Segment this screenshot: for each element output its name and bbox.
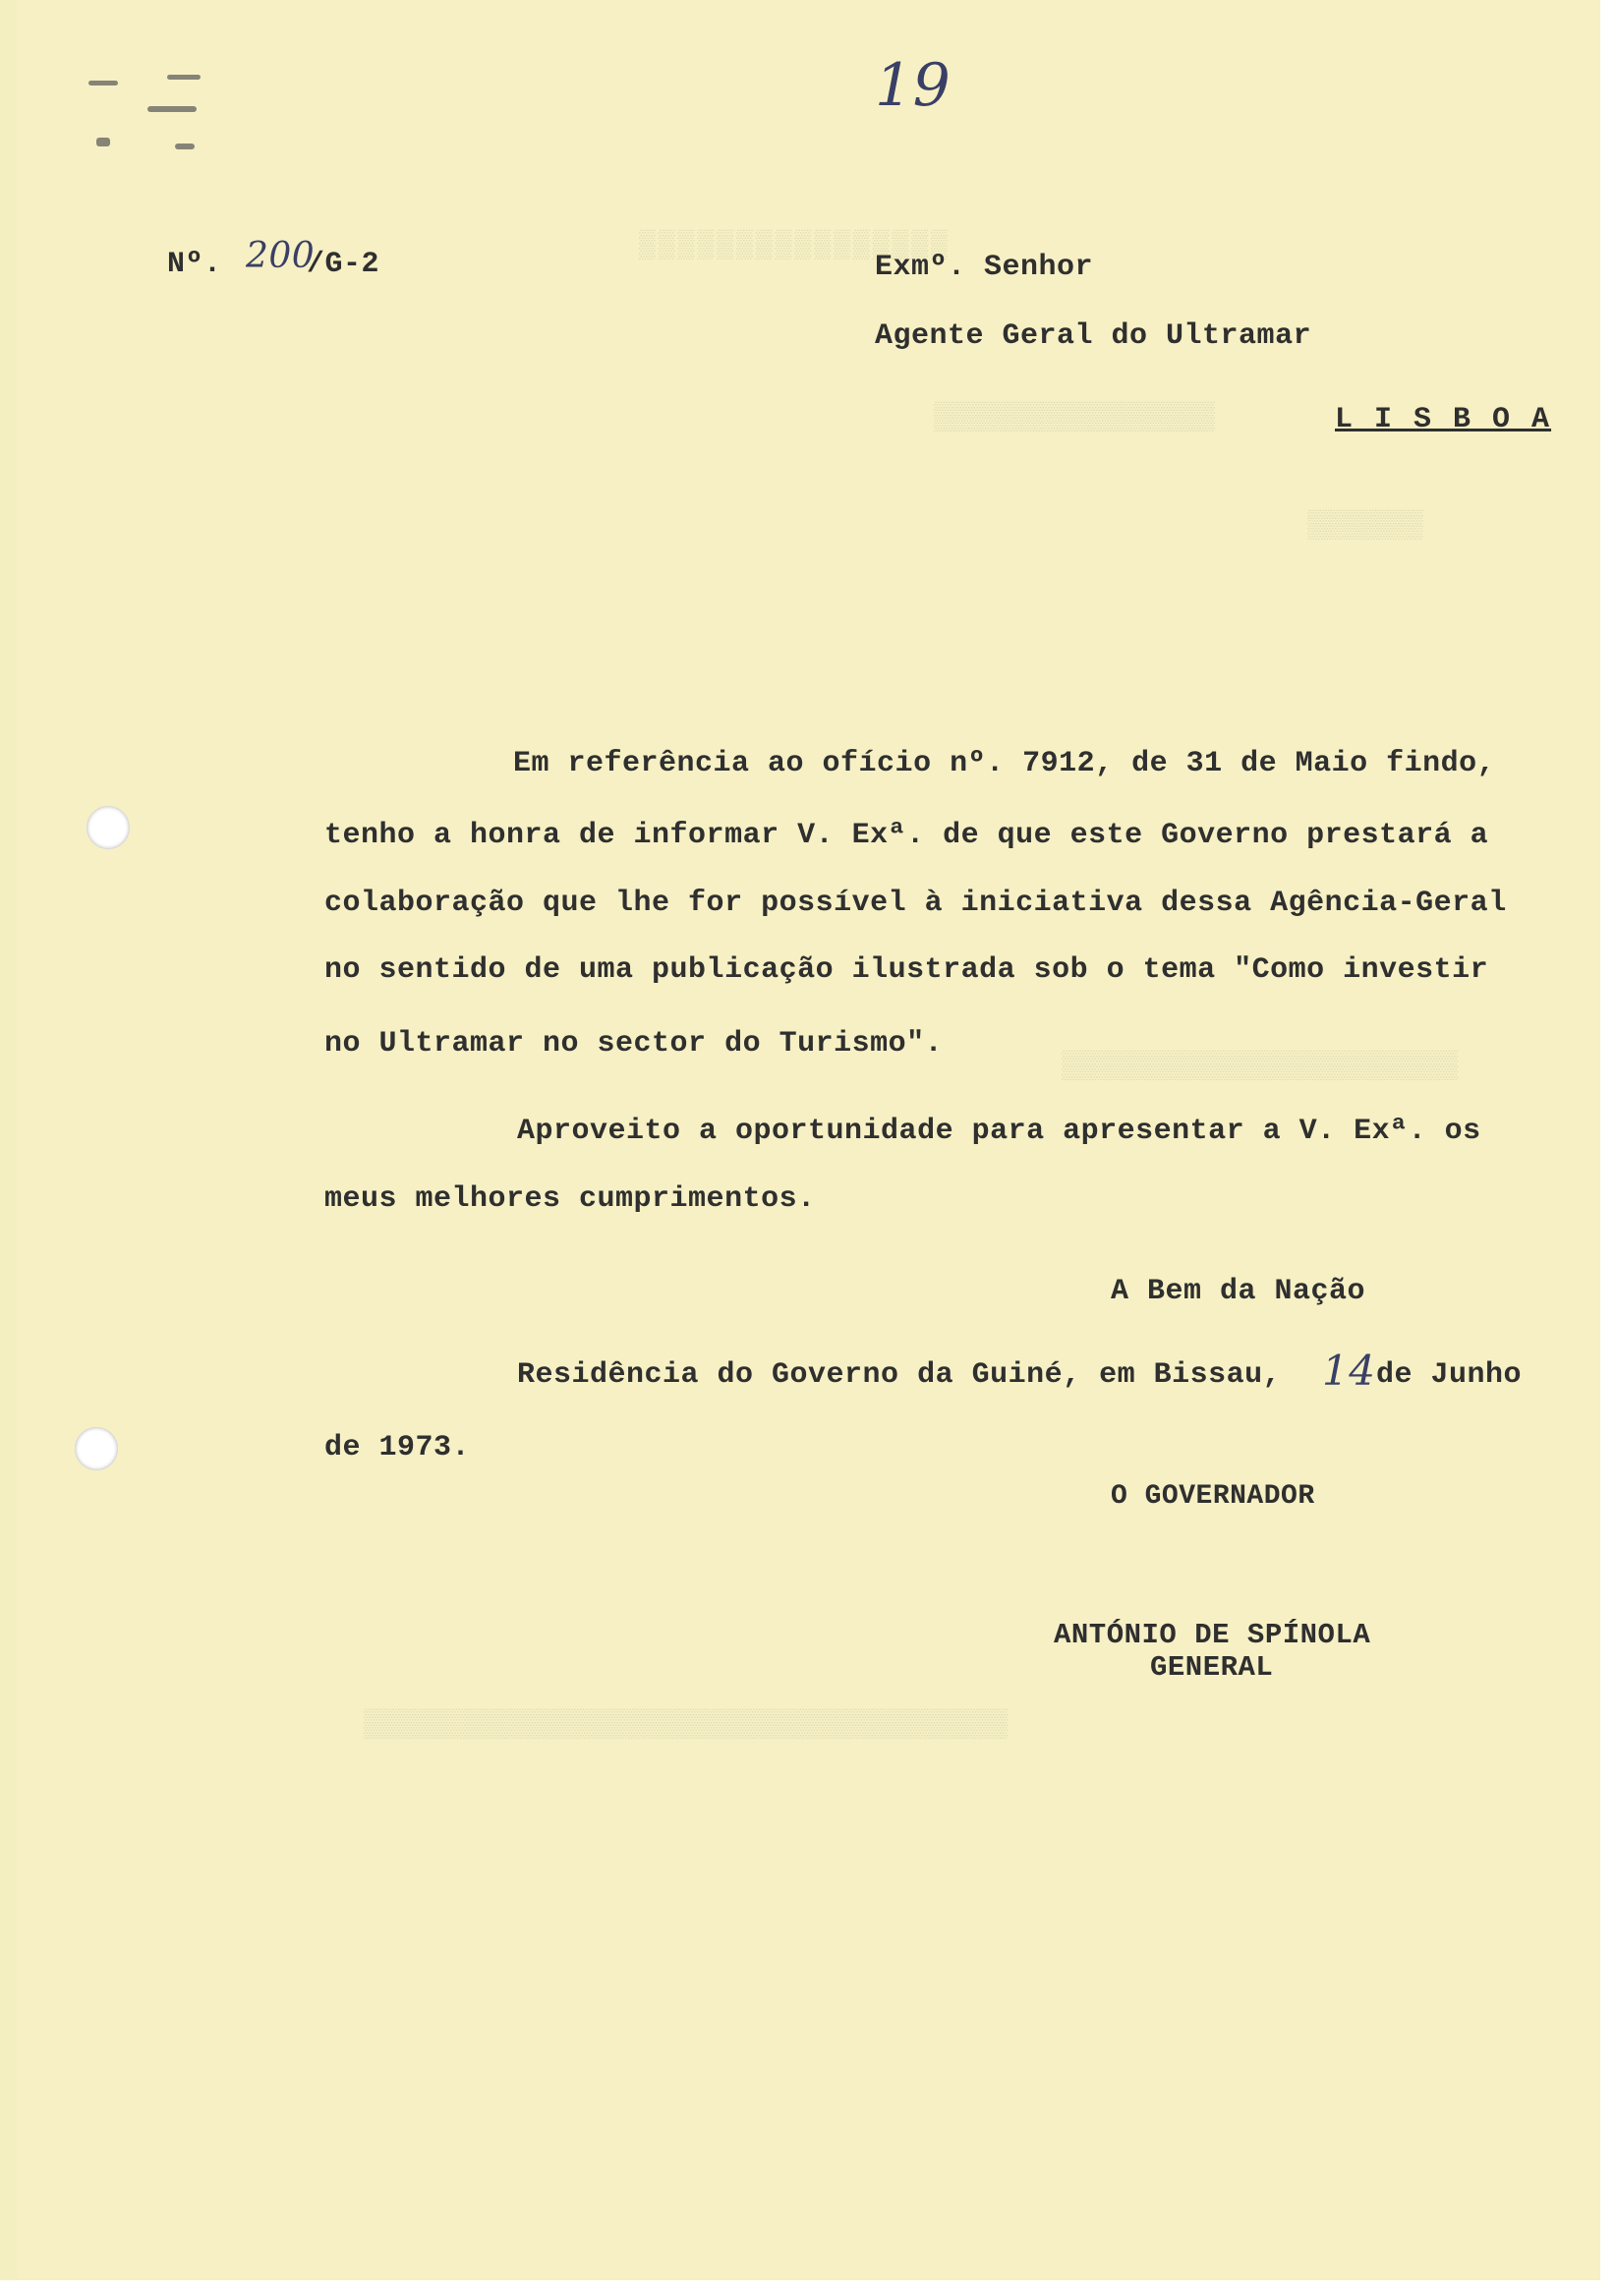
- paragraph1-line2: tenho a honra de informar V. Exª. de que este Governo prestará a: [324, 819, 1489, 852]
- punch-hole: [87, 806, 130, 849]
- closing-title: O GOVERNADOR: [1111, 1481, 1315, 1512]
- place-date-prefix: Residência do Governo da Guiné, em Bissau,: [517, 1358, 1282, 1392]
- place-date-suffix: de Junho: [1376, 1358, 1523, 1392]
- paragraph2-line1: Aproveito a oportunidade para apresentar a V. Exª. os: [517, 1115, 1481, 1148]
- ink-smudge: [96, 138, 110, 146]
- addressee: Agente Geral do Ultramar: [875, 319, 1312, 353]
- page-number: 19: [875, 51, 952, 120]
- show-through-text: ▒▒▒▒▒▒▒▒▒▒▒▒▒▒▒▒: [639, 231, 951, 261]
- salutation: Exmº. Senhor: [875, 251, 1094, 284]
- scan-edge-right: [1600, 0, 1615, 2296]
- show-through-text: ▒▒▒▒▒▒▒: [1307, 511, 1423, 542]
- reference-label: Nº.: [167, 248, 222, 281]
- punch-hole: [75, 1427, 118, 1470]
- scan-edge-bottom: [0, 2280, 1615, 2296]
- ink-smudge: [175, 144, 195, 149]
- motto: A Bem da Nação: [1111, 1275, 1366, 1308]
- show-through-text: ▒▒▒▒▒▒▒▒▒▒▒▒▒▒▒▒▒▒▒▒▒▒▒▒▒▒▒▒▒▒▒▒▒▒▒▒▒▒▒: [364, 1710, 1009, 1741]
- paragraph1-line1: Em referência ao ofício nº. 7912, de 31 de Maio findo,: [513, 747, 1496, 780]
- ink-smudge: [147, 106, 197, 112]
- paragraph1-line5: no Ultramar no sector do Turismo".: [324, 1027, 944, 1061]
- signature-rank: GENERAL: [1150, 1651, 1274, 1684]
- paragraph2-line2: meus melhores cumprimentos.: [324, 1182, 816, 1216]
- year-line: de 1973.: [324, 1431, 471, 1464]
- ink-smudge: [88, 81, 118, 86]
- show-through-text: ▒▒▒▒▒▒▒▒▒▒▒▒▒▒▒▒▒: [934, 403, 1215, 433]
- paragraph1-line3: colaboração que lhe for possível à iniciativa dessa Agência-Geral: [324, 887, 1507, 920]
- reference-number-handwritten: 200: [246, 236, 316, 276]
- show-through-text: ▒▒▒▒▒▒▒▒▒▒▒▒▒▒▒▒▒▒▒▒▒▒▒▒: [1062, 1052, 1459, 1082]
- ink-smudge: [167, 75, 201, 80]
- paragraph1-line4: no sentido de uma publicação ilustrada sob o tema "Como investir: [324, 953, 1489, 987]
- signature-name: ANTÓNIO DE SPÍNOLA: [1054, 1619, 1371, 1651]
- reference-suffix: /G-2: [307, 248, 380, 281]
- day-handwritten: 14: [1322, 1347, 1376, 1395]
- city: L I S B O A: [1335, 403, 1552, 436]
